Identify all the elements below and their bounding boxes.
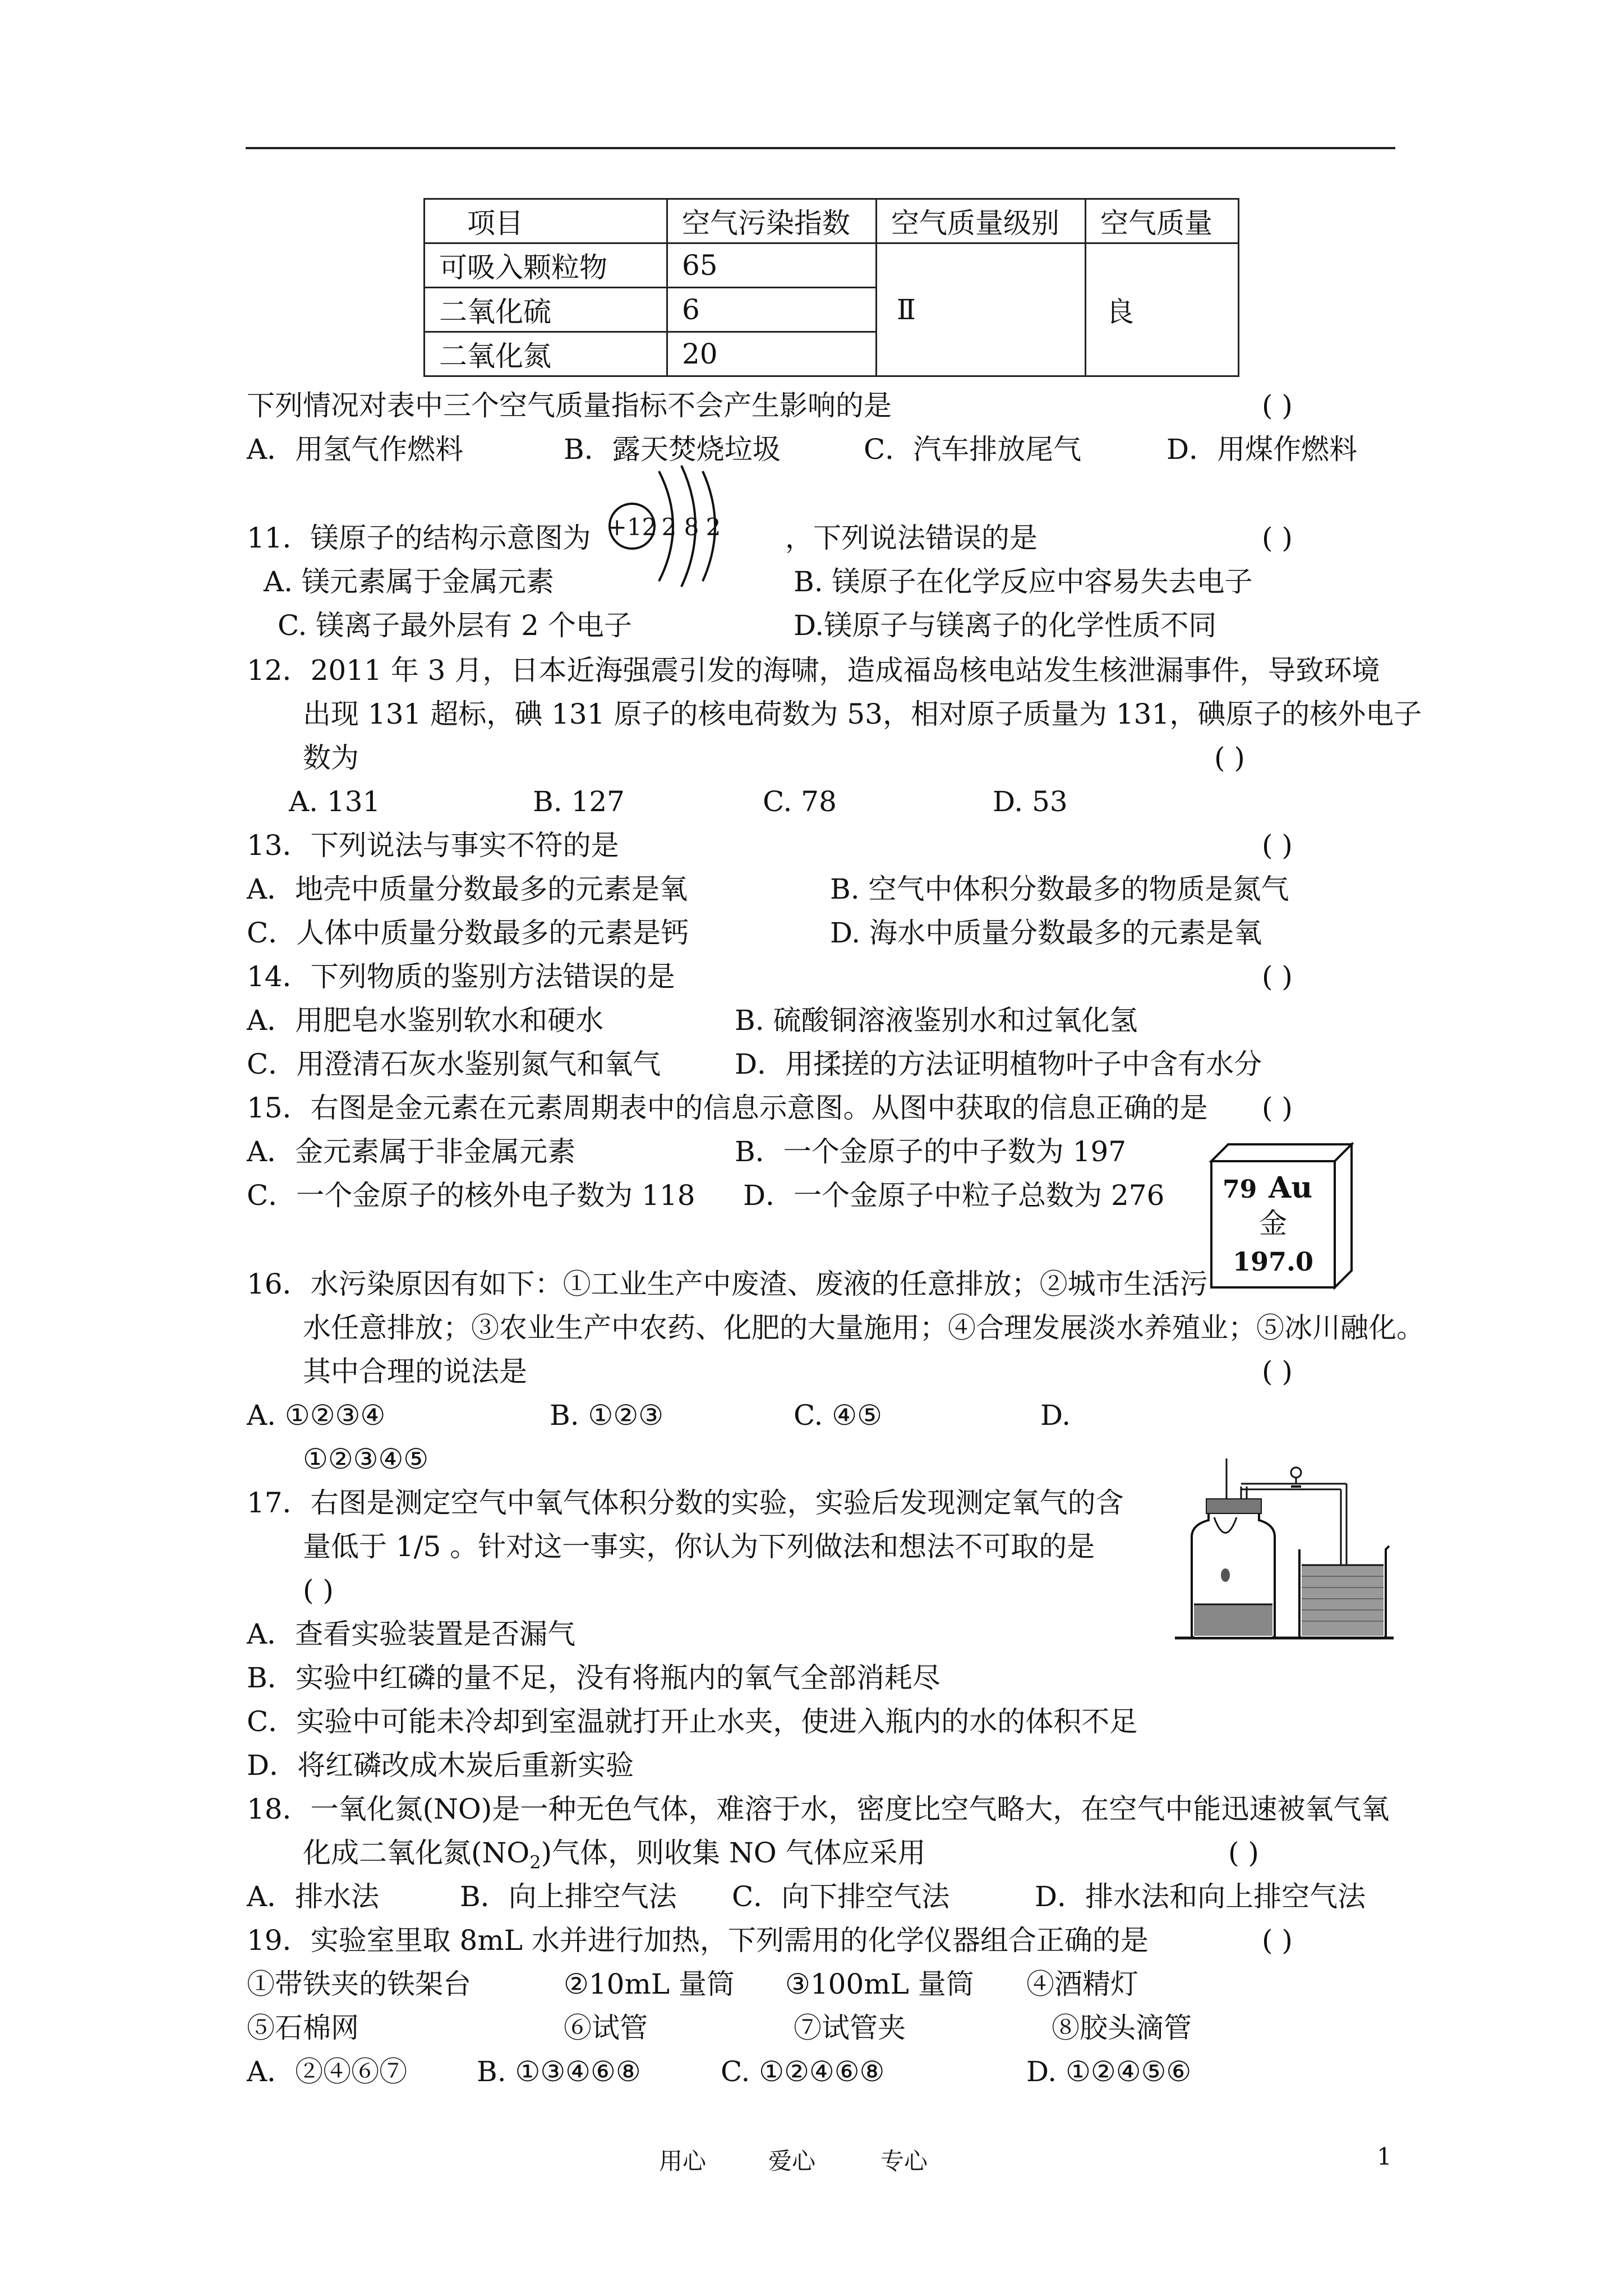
q19-paren: ( ) <box>1262 1924 1293 1957</box>
q17-line2: 量低于 1/5 。针对这一事实，你认为下列做法和想法不可取的是 <box>303 1530 1095 1563</box>
q19-item: ④酒精灯 <box>1026 1968 1138 2000</box>
q13-paren: ( ) <box>1262 829 1293 862</box>
q11-option-c: C. 镁离子最外层有 2 个电子 <box>278 609 632 642</box>
q19-option-d: D. ①②④⑤⑥ <box>1026 2055 1192 2088</box>
q14-stem: 14．下列物质的鉴别方法错误的是 <box>247 960 675 993</box>
table-cell-item: 可吸入颗粒物 <box>425 243 667 288</box>
q15-option-c: C．一个金原子的核外电子数为 118 <box>247 1179 695 1212</box>
q12-paren: ( ) <box>1214 742 1245 774</box>
q19-item: ⑥试管 <box>564 2012 648 2044</box>
q13-option-b: B. 空气中体积分数最多的物质是氮气 <box>830 873 1289 905</box>
q15-stem: 15．右图是金元素在元素周期表中的信息示意图。从图中获取的信息正确的是 <box>247 1092 1208 1124</box>
header-rule <box>246 147 1395 149</box>
q10-paren: ( ) <box>1262 389 1293 422</box>
q18-option-a: A．排水法 <box>247 1880 380 1913</box>
q10-option-a: A．用氢气作燃料 <box>247 433 464 466</box>
q14-option-a: A．用肥皂水鉴别软水和硬水 <box>247 1004 604 1037</box>
q13-option-a: A．地壳中质量分数最多的元素是氧 <box>247 873 688 905</box>
page-number: 1 <box>1377 2143 1392 2170</box>
q17-option-a: A．查看实验装置是否漏气 <box>247 1618 576 1650</box>
element-symbol: Au <box>1269 1171 1313 1205</box>
q16-option-c: C. ④⑤ <box>794 1399 882 1432</box>
element-mass: 197.0 <box>1232 1246 1314 1277</box>
q16-option-a: A. ①②③④ <box>247 1399 386 1432</box>
q19-stem: 19．实验室里取 8mL 水并进行加热，下列需用的化学仪器组合正确的是 <box>247 1924 1149 1957</box>
table-cell-level: Ⅱ <box>877 243 1086 376</box>
q19-item: ③100mL 量筒 <box>785 1968 974 2000</box>
table-cell-index: 6 <box>667 288 877 332</box>
q11-stem-cont: ，下列说法错误的是 <box>785 522 1038 554</box>
q17-line1: 17．右图是测定空气中氧气体积分数的实验，实验后发现测定氧气的含 <box>247 1487 1124 1519</box>
q14-option-b: B. 硫酸铜溶液鉴别水和过氧化氢 <box>735 1004 1138 1037</box>
gold-element-tile <box>1206 1139 1363 1296</box>
footer-word: 用心 <box>659 2147 707 2175</box>
q19-option-a: A．②④⑥⑦ <box>247 2055 408 2088</box>
q12-line1: 12．2011 年 3 月，日本近海强震引发的海啸，造成福岛核电站发生核泄漏事件，导致环境 <box>247 654 1380 687</box>
atom-shell-label: 8 <box>684 513 699 541</box>
q16-option-b: B. ①②③ <box>550 1399 664 1432</box>
q10-stem: 下列情况对表中三个空气质量指标不会产生影响的是 <box>247 389 892 422</box>
q19-item: ②10mL 量筒 <box>564 1968 735 2000</box>
table-row <box>425 243 1239 288</box>
q17-option-d: D．将红磷改成木炭后重新实验 <box>247 1749 634 1782</box>
footer-word: 专心 <box>880 2147 928 2175</box>
table-cell-quality: 良 <box>1086 243 1239 376</box>
table-header-row <box>425 199 1239 243</box>
q16-line3: 其中合理的说法是 <box>303 1355 527 1388</box>
q12-option-c: C. 78 <box>763 785 837 818</box>
atom-shell-label: 2 <box>706 513 721 541</box>
q12-line2: 出现 131 超标，碘 131 原子的核电荷数为 53，相对原子质量为 131，碘原子的核外电子 <box>303 698 1422 730</box>
table-header-cell: 空气质量级别 <box>877 199 1086 243</box>
q12-option-b: B. 127 <box>533 785 625 818</box>
q19-option-b: B. ①③④⑥⑧ <box>477 2055 641 2088</box>
q11-stem: 11．镁原子的结构示意图为 <box>247 522 591 554</box>
q16-option-d: D. <box>1040 1399 1071 1432</box>
element-name: 金 <box>1259 1207 1287 1240</box>
q12-line3: 数为 <box>303 742 359 774</box>
q16-option-d-cont: ①②③④⑤ <box>303 1443 429 1475</box>
q16-paren: ( ) <box>1262 1355 1293 1388</box>
q11-option-b: B. 镁原子在化学反应中容易失去电子 <box>794 565 1253 598</box>
table-header-cell: 项目 <box>425 199 667 243</box>
q14-paren: ( ) <box>1262 960 1293 993</box>
q19-item: ⑤石棉网 <box>247 2012 359 2044</box>
q10-option-d: D．用煤作燃料 <box>1166 433 1358 466</box>
magnesium-atom-diagram <box>603 438 729 589</box>
q13-option-c: C．人体中质量分数最多的元素是钙 <box>247 917 689 949</box>
air-quality-table <box>423 198 1239 377</box>
q17-option-c: C．实验中可能未冷却到室温就打开止水夹，使进入瓶内的水的体积不足 <box>247 1705 1138 1738</box>
q15-paren: ( ) <box>1262 1092 1293 1124</box>
table-cell-item: 二氧化氮 <box>425 332 667 376</box>
q16-line1: 16．水污染原因有如下：①工业生产中废渣、废液的任意排放；②城市生活污 <box>247 1268 1208 1300</box>
q11-option-a: A. 镁元素属于金属元素 <box>264 565 554 598</box>
q17-option-b: B．实验中红磷的量不足，没有将瓶内的氧气全部消耗尽 <box>247 1662 940 1694</box>
q18-option-b: B．向上排空气法 <box>460 1880 677 1913</box>
q11-paren: ( ) <box>1262 522 1293 554</box>
atom-nucleus-label: +12 <box>607 513 657 541</box>
q18-option-c: C．向下排空气法 <box>732 1880 950 1913</box>
footer-word: 爱心 <box>768 2147 816 2175</box>
table-header-cell: 空气污染指数 <box>667 199 877 243</box>
q17-line3: ( ) <box>303 1574 334 1607</box>
q10-option-c: C．汽车排放尾气 <box>864 433 1082 466</box>
q16-line2: 水任意排放；③农业生产中农药、化肥的大量施用；④合理发展淡水养殖业；⑤冰川融化。 <box>303 1312 1424 1344</box>
q15-option-d: D．一个金原子中粒子总数为 276 <box>743 1179 1165 1212</box>
q12-option-d: D. 53 <box>993 785 1068 818</box>
q15-option-b: B．一个金原子的中子数为 197 <box>735 1135 1127 1168</box>
q13-stem: 13．下列说法与事实不符的是 <box>247 829 619 862</box>
table-cell-index: 20 <box>667 332 877 376</box>
q19-item: ⑦试管夹 <box>794 2012 906 2044</box>
q18-option-d: D．排水法和向上排空气法 <box>1035 1880 1366 1913</box>
element-number: 79 <box>1223 1175 1257 1204</box>
q12-option-a: A. 131 <box>289 785 381 818</box>
q13-option-d: D. 海水中质量分数最多的元素是氧 <box>830 917 1262 949</box>
table-header-cell: 空气质量 <box>1086 199 1239 243</box>
oxygen-experiment-apparatus <box>1169 1453 1399 1644</box>
q18-line1: 18．一氧化氮(NO)是一种无色气体，难溶于水，密度比空气略大，在空气中能迅速被氧气氧 <box>247 1793 1390 1825</box>
q14-option-d: D．用揉搓的方法证明植物叶子中含有水分 <box>735 1048 1262 1080</box>
q14-option-c: C．用澄清石灰水鉴别氮气和氧气 <box>247 1048 661 1080</box>
q19-item: ①带铁夹的铁架台 <box>247 1968 471 2000</box>
q11-option-d: D.镁原子与镁离子的化学性质不同 <box>794 609 1217 642</box>
table-cell-item: 二氧化硫 <box>425 288 667 332</box>
q18-line2: 化成二氧化氮$(NO_2)$气体，则收集 NO 气体应采用 <box>303 1837 926 1873</box>
atom-shell-label: 2 <box>661 513 677 541</box>
q19-option-c: C. ①②④⑥⑧ <box>721 2055 885 2088</box>
q15-option-a: A．金元素属于非金属元素 <box>247 1135 576 1168</box>
q18-paren: ( ) <box>1228 1837 1259 1869</box>
table-cell-index: 65 <box>667 243 877 288</box>
q19-item: ⑧胶头滴管 <box>1052 2012 1192 2044</box>
q10-option-b: B．露天焚烧垃圾 <box>564 433 781 466</box>
